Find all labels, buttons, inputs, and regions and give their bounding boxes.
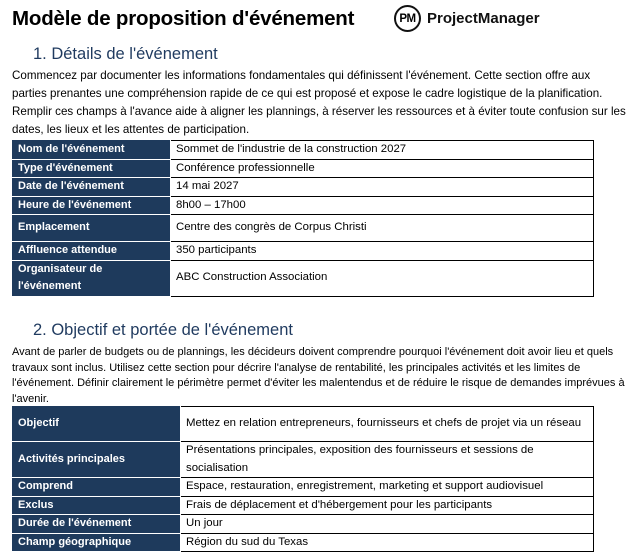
row-label: Objectif — [13, 407, 181, 442]
section-1-heading: 1. Détails de l'événement — [33, 45, 218, 63]
table-row — [13, 496, 594, 515]
row-label: Champ géographique — [13, 533, 181, 552]
row-label: Organisateur de l'événement — [13, 260, 171, 296]
logo-name: ProjectManager — [427, 10, 540, 27]
row-value: Centre des congrès de Corpus Christi — [171, 215, 594, 242]
row-value: Un jour — [181, 515, 594, 534]
row-label: Durée de l'événement — [13, 515, 181, 534]
row-label: Type d'événement — [13, 159, 171, 178]
table-row — [13, 478, 594, 497]
document-title: Modèle de proposition d'événement — [12, 7, 355, 30]
row-label: Activités principales — [13, 442, 181, 478]
section-1-paragraph: Commencez par documenter les informations fondamentales qui définissent l'événement. Cette section offre aux parties prenantes une compréhension rapide de ce qui est proposé et expose le cadre logistique de la planification. Remplir ces champs à l'avance aide à aligner les plannings, à réserver les ressources et à éviter toute confusion sur les dates, les lieux et les attentes de participation. — [12, 69, 626, 136]
row-value: Frais de déplacement et d'hébergement pour les participants — [181, 496, 594, 515]
row-label: Affluence attendue — [13, 242, 171, 261]
table-row — [13, 196, 594, 215]
table-row — [13, 442, 594, 478]
projectmanager-logo — [394, 5, 540, 32]
row-value: 14 mai 2027 — [171, 178, 594, 197]
row-label: Comprend — [13, 478, 181, 497]
row-value: ABC Construction Association — [171, 260, 594, 296]
row-value: Mettez en relation entrepreneurs, fournisseurs et chefs de projet via un réseau — [181, 407, 594, 442]
row-value: 350 participants — [171, 242, 594, 261]
table-row — [13, 533, 594, 552]
row-value: 8h00 – 17h00 — [171, 196, 594, 215]
table-row — [13, 178, 594, 197]
row-value: Espace, restauration, enregistrement, marketing et support audiovisuel — [181, 478, 594, 497]
objective-scope-table — [12, 406, 594, 552]
event-details-table — [12, 140, 594, 297]
row-label: Date de l'événement — [13, 178, 171, 197]
row-value: Région du sud du Texas — [181, 533, 594, 552]
row-label: Emplacement — [13, 215, 171, 242]
table-row — [13, 141, 594, 160]
row-value: Conférence professionnelle — [171, 159, 594, 178]
pm-logo-icon: PM — [394, 5, 421, 32]
table-row — [13, 159, 594, 178]
table-row — [13, 242, 594, 261]
row-label: Exclus — [13, 496, 181, 515]
row-value: Présentations principales, exposition des fournisseurs et sessions de socialisation — [181, 442, 594, 478]
table-row — [13, 407, 594, 442]
row-label: Nom de l'événement — [13, 141, 171, 160]
row-label: Heure de l'événement — [13, 196, 171, 215]
section-2-heading: 2. Objectif et portée de l'événement — [33, 321, 293, 339]
row-value: Sommet de l'industrie de la construction 2027 — [171, 141, 594, 160]
table-row — [13, 515, 594, 534]
table-row — [13, 215, 594, 242]
section-2-paragraph: Avant de parler de budgets ou de plannings, les décideurs doivent comprendre pourquoi l'événement doit avoir lieu et quels travaux sont inclus. Utilisez cette section pour décrire l'analyse de rentabilité, les principales activités et les limites de l'événement. Définir clairement le périmètre permet d'éviter les malentendus et de réduire le risque de demandes imprévues à l'avenir. — [12, 346, 625, 405]
table-row — [13, 260, 594, 296]
